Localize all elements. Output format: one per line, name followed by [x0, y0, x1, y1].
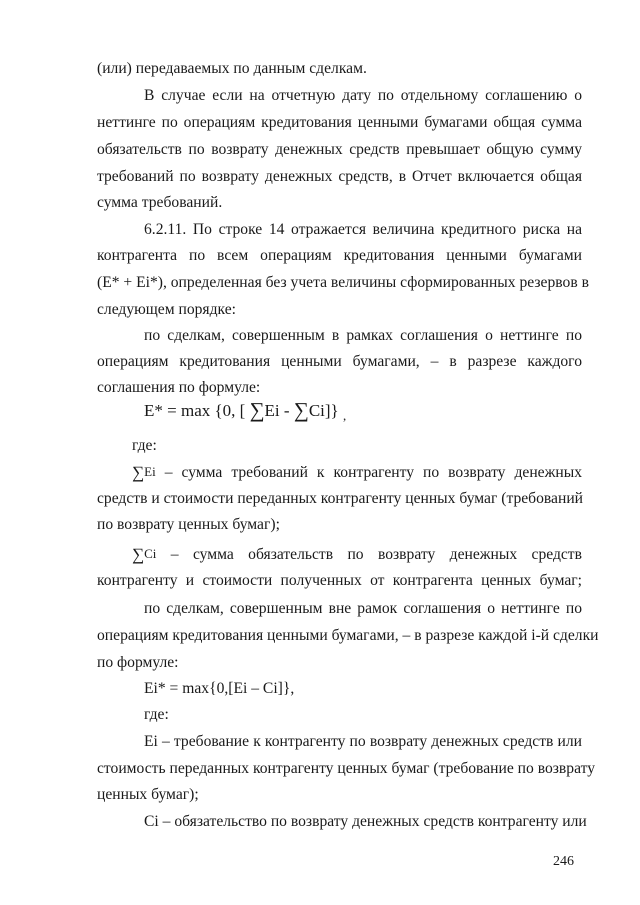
sigma-symbol: ∑: [249, 398, 265, 422]
sigma-symbol: ∑: [132, 463, 145, 482]
text-line: по сделкам, совершенным в рамках соглашения о неттинге по: [144, 327, 582, 344]
text-line: обязательств по возврату денежных средств превышает общую сумму: [97, 141, 582, 158]
text-line: следующем порядке:: [97, 301, 236, 318]
text-line: операциям кредитования ценными бумагами, – в разрезе каждой i-й сделки: [97, 627, 599, 644]
text-line: (E* + Ei*), определенная без учета величины сформированных резервов в: [97, 274, 589, 291]
text-line: где:: [132, 437, 157, 454]
definition-text: – сумма требований к контрагенту по возврату денежных: [155, 464, 582, 481]
sigma-symbol: ∑: [293, 398, 309, 422]
formula-e-star: [144, 398, 346, 428]
sigma-subscript: Ei: [144, 464, 156, 479]
sigma-symbol: ∑: [132, 545, 145, 564]
text-line: по сделкам, совершенным вне рамок соглашения о неттинге по: [144, 600, 582, 617]
text-line: средств и стоимости переданных контрагенту ценных бумаг (требований: [97, 490, 584, 507]
definition-text: – сумма обязательств по возврату денежных средств: [156, 546, 582, 563]
text-line: ценных бумаг);: [97, 786, 199, 803]
text-line: В случае если на отчетную дату по отдельному соглашению о: [144, 87, 582, 104]
text-line: 6.2.11. По строке 14 отражается величина кредитного риска на: [144, 221, 582, 238]
text-line: сумма требований.: [97, 194, 223, 211]
text-line: соглашения по формуле:: [97, 379, 261, 396]
formula-term-ei: Ei -: [264, 401, 294, 420]
text-line: операциям кредитования ценными бумагами, – в разрезе каждого: [97, 353, 582, 370]
text-line: контрагенту и стоимости полученных от контрагента ценных бумаг;: [97, 572, 582, 589]
text-line: Ei – требование к контрагенту по возврату денежных средств или: [144, 733, 582, 750]
text-line: по формуле:: [97, 654, 179, 671]
text-line: по возврату ценных бумаг);: [97, 516, 280, 533]
text-line: стоимость переданных контрагенту ценных бумаг (требование по возврату: [97, 760, 595, 777]
formula-term-ci: Ci]}: [308, 401, 343, 420]
sigma-subscript: Ci: [144, 546, 157, 561]
text-line: требований по возврату денежных средств, в Отчет включается общая: [97, 168, 582, 185]
text-line: (или) передаваемых по данным сделкам.: [97, 60, 367, 77]
text-line: где:: [144, 706, 169, 723]
formula-comma: ,: [342, 408, 347, 423]
text-line: неттинге по операциям кредитования ценными бумагами общая сумма: [97, 114, 582, 131]
text-line: Ci – обязательство по возврату денежных средств контрагенту или: [144, 813, 587, 830]
definition-sum-ei: [132, 462, 582, 483]
page-number: 246: [553, 854, 574, 869]
text-line: контрагента по всем операциям кредитования ценными бумагами: [97, 247, 582, 264]
formula-ei-star: Ei* = max{0,[Ei – Ci]},: [144, 680, 295, 697]
formula-lhs: E* = max {0, [: [144, 401, 250, 420]
definition-sum-ci: [132, 544, 582, 565]
